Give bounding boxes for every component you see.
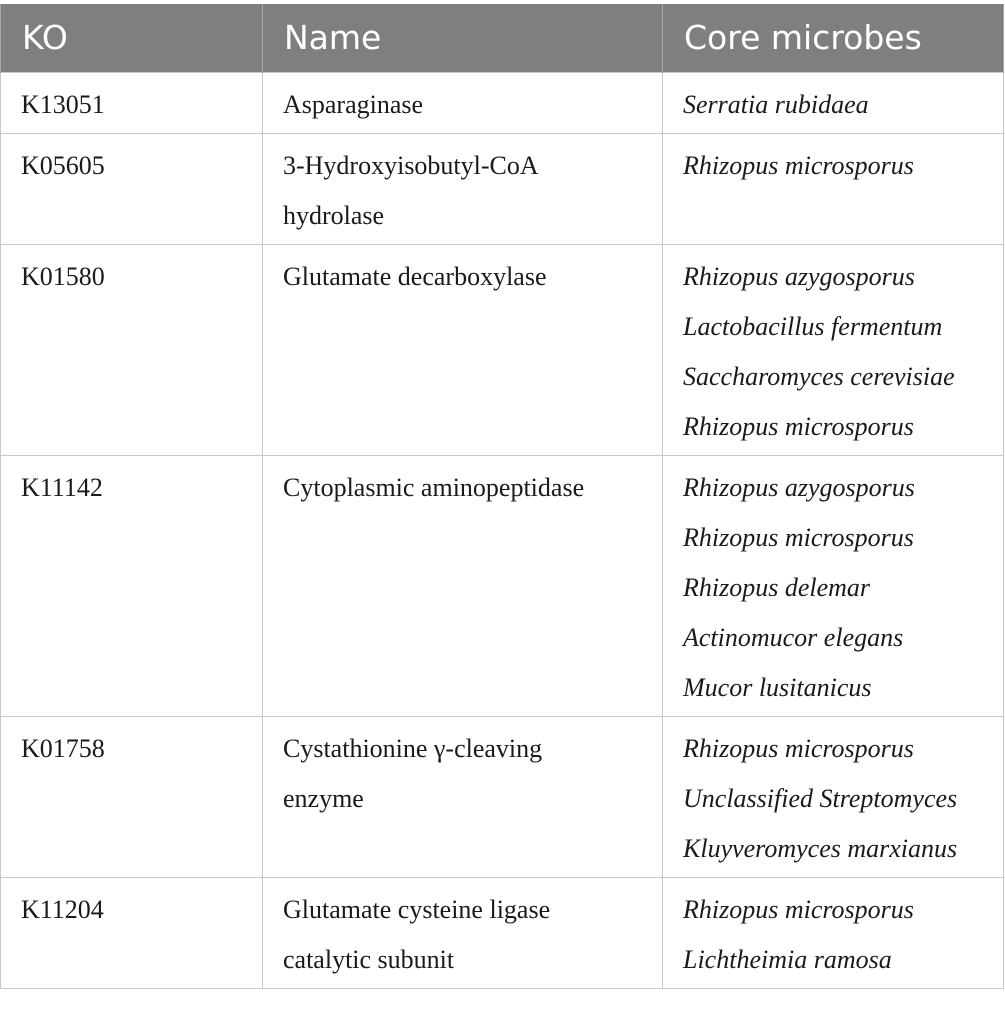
name-cell (263, 72, 663, 133)
table-row (1, 72, 1004, 133)
ko-cell: K11142 (1, 455, 263, 716)
microbe-name: Kluyveromyces marxianus (683, 833, 958, 863)
name-line: enzyme (283, 783, 364, 813)
name-cell (263, 455, 663, 716)
microbe-name: Rhizopus azygosporus (683, 472, 915, 502)
name-cell (263, 133, 663, 244)
microbe-name: Rhizopus delemar (683, 572, 871, 602)
microbe-name: Rhizopus microsporus (683, 733, 914, 763)
name-line: Glutamate decarboxylase (283, 261, 547, 291)
microbe-name: Lichtheimia ramosa (683, 944, 892, 974)
core-microbes-cell (663, 133, 1004, 244)
microbe-name: Mucor lusitanicus (683, 672, 872, 702)
name-line: 3-Hydroxyisobutyl-CoA (283, 150, 539, 180)
name-line: Cytoplasmic aminopeptidase (283, 472, 585, 502)
name-line: Glutamate cysteine ligase (283, 894, 551, 924)
microbe-name: Lactobacillus fermentum (683, 311, 943, 341)
name-line: catalytic subunit (283, 944, 455, 974)
name-line: hydrolase (283, 200, 385, 230)
microbe-name: Rhizopus microsporus (683, 894, 914, 924)
header-row (1, 4, 1004, 72)
header-core-microbes: Core microbes (663, 4, 1004, 72)
ko-cell: K01580 (1, 244, 263, 455)
microbe-name: Rhizopus azygosporus (683, 261, 915, 291)
ko-cell: K11204 (1, 877, 263, 988)
microbe-name: Saccharomyces cerevisiae (683, 361, 955, 391)
name-cell (263, 716, 663, 877)
microbe-name: Serratia rubidaea (683, 89, 869, 119)
name-cell (263, 244, 663, 455)
table-header (1, 4, 1004, 72)
ko-table (0, 4, 1004, 989)
header-name: Name (263, 4, 663, 72)
core-microbes-cell (663, 877, 1004, 988)
microbe-name: Rhizopus microsporus (683, 411, 914, 441)
name-cell (263, 877, 663, 988)
microbe-name: Unclassified Streptomyces (683, 783, 958, 813)
table-row (1, 133, 1004, 244)
microbe-name: Actinomucor elegans (683, 622, 904, 652)
core-microbes-cell (663, 72, 1004, 133)
header-ko: KO (1, 4, 263, 72)
microbe-name: Rhizopus microsporus (683, 150, 914, 180)
name-line: Cystathionine γ-cleaving (283, 733, 543, 763)
table-row (1, 244, 1004, 455)
core-microbes-cell (663, 455, 1004, 716)
name-line: Asparaginase (283, 89, 424, 119)
ko-cell: K05605 (1, 133, 263, 244)
core-microbes-cell (663, 244, 1004, 455)
table-row (1, 455, 1004, 716)
table-row (1, 716, 1004, 877)
ko-cell: K01758 (1, 716, 263, 877)
ko-cell: K13051 (1, 72, 263, 133)
table-row (1, 877, 1004, 988)
table-body (1, 72, 1004, 988)
core-microbes-cell (663, 716, 1004, 877)
microbe-name: Rhizopus microsporus (683, 522, 914, 552)
